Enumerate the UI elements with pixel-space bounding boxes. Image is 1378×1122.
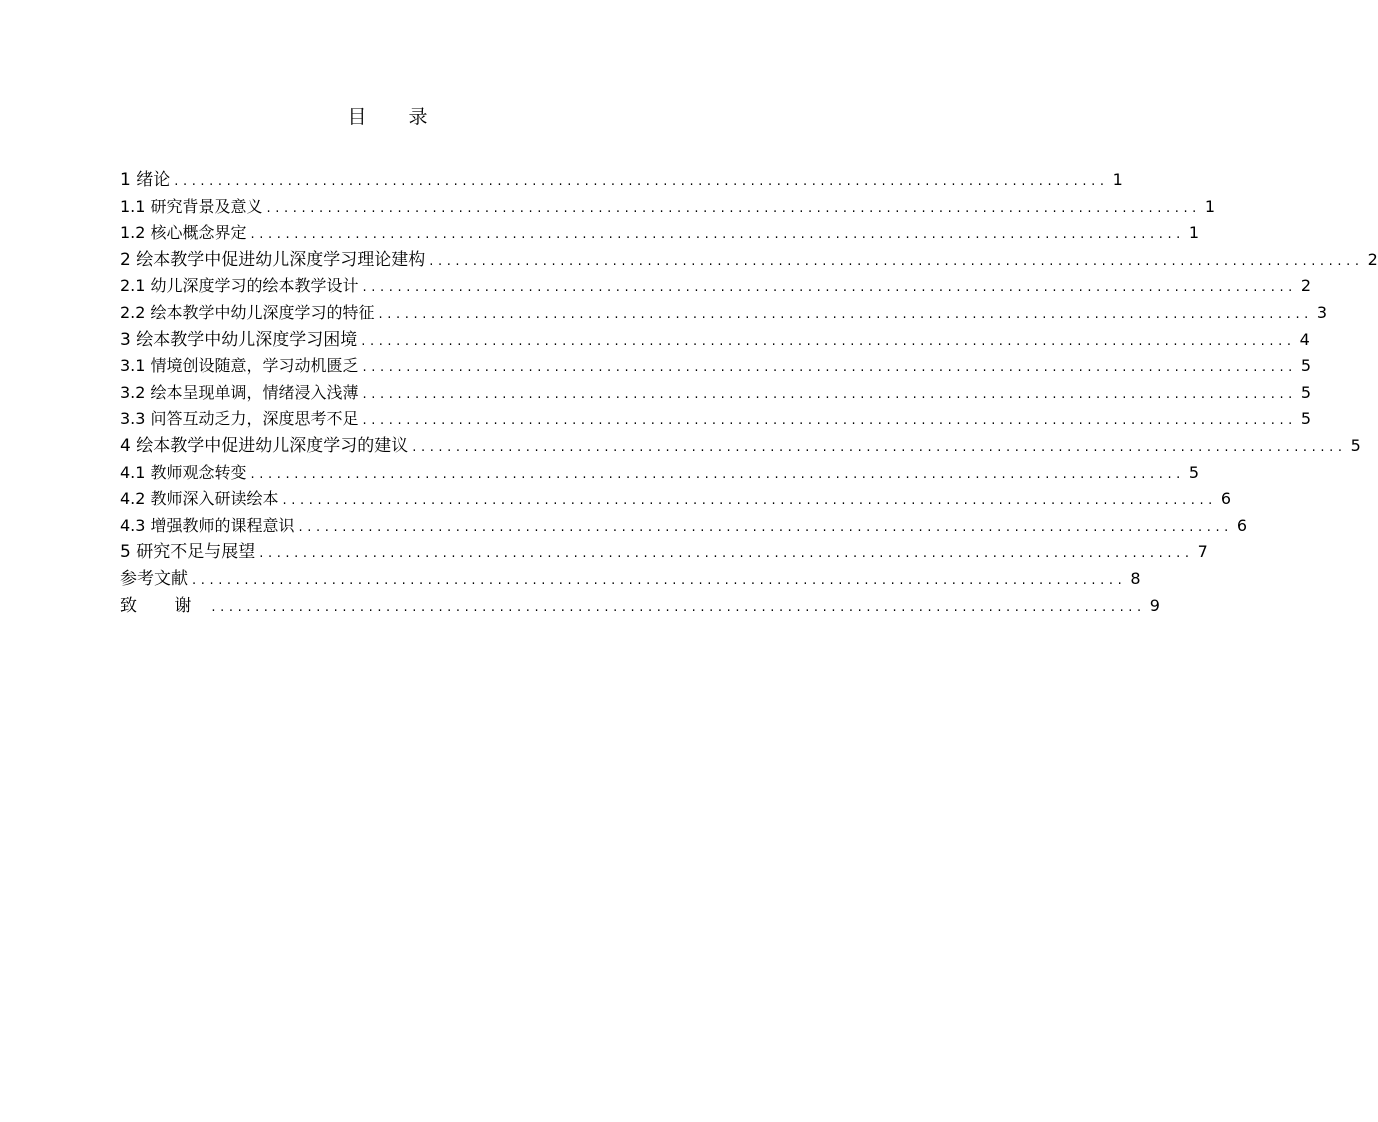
- toc-entry-page: 5: [1300, 382, 1312, 402]
- toc-entry-page: 6: [1236, 515, 1248, 535]
- toc-entry-page: 4: [1299, 329, 1310, 349]
- toc-entry[interactable]: [120, 220, 1200, 247]
- dot-leader: ...........................................................................................................: [361, 333, 1296, 349]
- toc-entry-page: 6: [1220, 489, 1232, 509]
- dot-leader: ...........................................................................................................: [211, 599, 1146, 615]
- dot-leader: ...........................................................................................................: [259, 546, 1194, 562]
- toc-entry-label: 4.2 教师深入研读绘本: [120, 489, 279, 509]
- dot-leader: ...........................................................................................................: [378, 306, 1313, 322]
- dot-leader: ...........................................................................................................: [192, 572, 1127, 588]
- toc-entry[interactable]: [120, 593, 1160, 620]
- toc-entry-page: 3: [1316, 302, 1328, 322]
- toc-entry[interactable]: [120, 513, 1248, 540]
- toc-entry-label: 4 绘本教学中促进幼儿深度学习的建议: [120, 435, 409, 456]
- dot-leader: ...........................................................................................................: [362, 280, 1297, 296]
- toc-entry[interactable]: [120, 486, 1232, 513]
- toc-entry[interactable]: [120, 247, 1378, 274]
- dot-leader: ...........................................................................................................: [412, 439, 1347, 455]
- toc-entry[interactable]: [120, 433, 1361, 460]
- toc-entry-label: 2.1 幼儿深度学习的绘本教学设计: [120, 276, 359, 296]
- toc-entry-label: 1.1 研究背景及意义: [120, 196, 263, 216]
- dot-leader: ...........................................................................................................: [429, 253, 1364, 269]
- toc-entry[interactable]: [120, 300, 1328, 327]
- dot-leader: ...........................................................................................................: [362, 386, 1297, 402]
- toc-entry-label: 3.3 问答互动乏力，深度思考不足: [120, 409, 359, 429]
- toc-entry-label: 3 绘本教学中幼儿深度学习困境: [120, 329, 358, 350]
- toc-entry[interactable]: [120, 566, 1141, 593]
- dot-leader: ...........................................................................................................: [362, 360, 1297, 376]
- toc-entry[interactable]: [120, 406, 1312, 433]
- toc-entry-page: 5: [1300, 409, 1312, 429]
- toc-entry[interactable]: [120, 539, 1208, 566]
- dot-leader: ...........................................................................................................: [362, 413, 1297, 429]
- toc-entry-page: 1: [1204, 196, 1216, 216]
- page-title: 目 录: [347, 106, 446, 128]
- toc-entry-label: 3.2 绘本呈现单调，情绪浸入浅薄: [120, 382, 359, 402]
- toc-entry-label: 1.2 核心概念界定: [120, 223, 247, 243]
- toc-entry-page: 5: [1188, 462, 1200, 482]
- dot-leader: ...........................................................................................................: [298, 519, 1233, 535]
- toc-entry-label: 1 绪论: [120, 170, 171, 190]
- dot-leader: ...........................................................................................................: [250, 227, 1185, 243]
- toc-entry-label: 2 绘本教学中促进幼儿深度学习理论建构: [120, 249, 426, 270]
- toc-entry-page: 1: [1112, 170, 1123, 189]
- toc-list: [120, 167, 1378, 619]
- dot-leader: ...........................................................................................................: [250, 466, 1185, 482]
- toc-entry-page: 7: [1197, 542, 1208, 562]
- toc-entry-page: 1: [1188, 223, 1200, 243]
- toc-entry[interactable]: [120, 327, 1310, 354]
- toc-entry[interactable]: [120, 460, 1200, 487]
- toc-entry-label: 2.2 绘本教学中幼儿深度学习的特征: [120, 302, 375, 322]
- dot-leader: ...........................................................................................................: [282, 493, 1217, 509]
- toc-entry-label: 参考文献: [120, 568, 188, 589]
- toc-entry-label: 4.1 教师观念转变: [120, 462, 247, 482]
- toc-entry-label: 3.1 情境创设随意，学习动机匮乏: [120, 356, 359, 376]
- toc-entry-page: 2: [1300, 276, 1312, 296]
- dot-leader: ...........................................................................................................: [174, 174, 1109, 189]
- toc-entry[interactable]: [120, 273, 1312, 300]
- dot-leader: ...........................................................................................................: [266, 200, 1201, 216]
- toc-entry-page: 9: [1149, 595, 1160, 615]
- toc-entry-label: 5 研究不足与展望: [120, 542, 256, 563]
- toc-entry-page: 5: [1300, 356, 1312, 376]
- toc-entry[interactable]: [120, 380, 1312, 407]
- toc-entry[interactable]: [120, 353, 1312, 380]
- toc-entry-page: 8: [1130, 568, 1141, 588]
- toc-entry[interactable]: [120, 167, 1123, 194]
- toc-entry-page: 2: [1367, 249, 1378, 269]
- toc-entry-label: 4.3 增强教师的课程意识: [120, 515, 295, 535]
- toc-entry[interactable]: [120, 194, 1216, 221]
- toc-entry-page: 5: [1350, 435, 1361, 455]
- toc-entry-label: 致 谢: [120, 595, 208, 616]
